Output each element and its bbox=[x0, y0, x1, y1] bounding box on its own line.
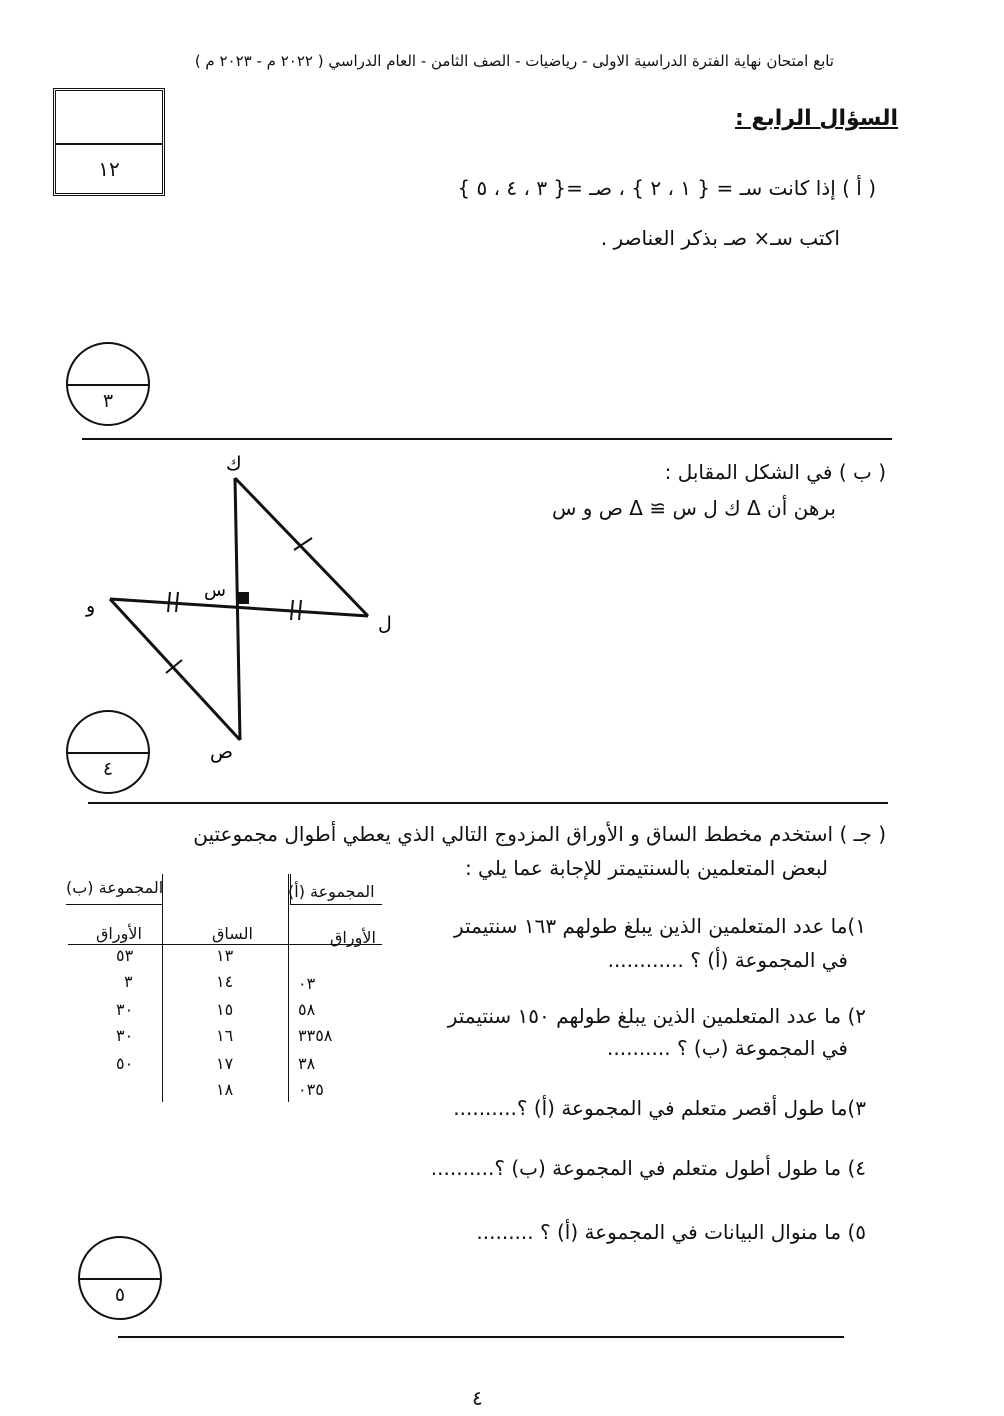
part-c-intro-1: ( جـ ) استخدم مخطط الساق و الأوراق المزدوج التالي الذي يعطي أطوال مجموعتين bbox=[193, 822, 886, 846]
exam-header: تابع امتحان نهاية الفترة الدراسية الاولى - رياضيات - الصف الثامن - العام الدراسي ( ٢٠٢٢ م - ٢٠٢٣ م ) bbox=[194, 52, 834, 70]
group-b-header: المجموعة (ب) bbox=[66, 878, 164, 897]
label-w: و bbox=[86, 595, 96, 617]
leaves-header-a: الأوراق bbox=[330, 928, 376, 947]
question-3[interactable]: ٣)ما طول أقصر متعلم في المجموعة (أ) ؟.......... bbox=[453, 1096, 866, 1120]
label-l: ل bbox=[378, 613, 392, 635]
part-c-intro-2: لبعض المتعلمين بالسنتيمتر للإجابة عما يلي : bbox=[464, 856, 828, 880]
label-s: س bbox=[204, 580, 226, 601]
part-b-prove: برهن أن Δ ك ل س ≅ Δ ص و س bbox=[551, 496, 836, 520]
tick-sl-2 bbox=[299, 600, 301, 620]
tick-ws-1 bbox=[168, 592, 170, 612]
question-5[interactable]: ٥) ما منوال البيانات في المجموعة (أ) ؟ ......... bbox=[476, 1220, 866, 1244]
question-4[interactable]: ٤) ما طول أطول متعلم في المجموعة (ب) ؟.......... bbox=[430, 1156, 866, 1180]
label-sad: ص bbox=[210, 741, 233, 763]
part-a-statement: ( أ ) إذا كانت سـ = { ١ ، ٢ } ، صـ ={ ٣ ، ٤ ، ٥ } bbox=[457, 176, 876, 200]
right-angle-mark bbox=[237, 592, 249, 604]
question-2-line-1: ٢) ما عدد المتعلمين الذين يبلغ طولهم ١٥٠ سنتيمتر bbox=[447, 1004, 866, 1028]
part-a-instruction: اكتب سـ× صـ بذكر العناصر . bbox=[600, 226, 840, 250]
part-c-mark-circle bbox=[78, 1236, 162, 1320]
question-2-line-2[interactable]: في المجموعة (ب) ؟ .......... bbox=[607, 1036, 848, 1060]
part-a-mark: ٣ bbox=[102, 390, 114, 412]
tick-ws-2 bbox=[176, 592, 178, 612]
question-1-line-2[interactable]: في المجموعة (أ) ؟ ............ bbox=[607, 948, 848, 972]
total-score: ١٢ bbox=[98, 157, 120, 181]
leaves-header-b: الأوراق bbox=[96, 924, 142, 943]
stem-leaf-plot: المجموعة (ب) المجموعة (أ) الأوراق الساق الأوراق ٥٣ ١٣ ٣ ١٤ ٠٣ ٣٠ ١٥ ٥٨ ٣٠ ١٦ ٣٣٥٨ ٥٠ ١٧ ٣٨ ١٨ ٠٣٥ bbox=[66, 874, 386, 1104]
part-b-title: ( ب ) في الشكل المقابل : bbox=[664, 460, 886, 484]
total-score-box bbox=[53, 88, 165, 196]
edge-k-l bbox=[235, 478, 368, 616]
label-k: ك bbox=[226, 453, 242, 475]
question-title: السؤال الرابع : bbox=[734, 106, 898, 131]
tick-sl-1 bbox=[291, 600, 293, 620]
page-number: ٤ bbox=[472, 1386, 483, 1410]
part-b-mark: ٤ bbox=[102, 758, 114, 780]
group-a-header: المجموعة (أ) bbox=[288, 882, 375, 901]
divider-3 bbox=[118, 1336, 844, 1338]
stem-header: الساق bbox=[212, 924, 253, 943]
part-c-mark: ٥ bbox=[114, 1284, 126, 1306]
part-b-mark-circle bbox=[66, 710, 150, 794]
question-1-line-1: ١)ما عدد المتعلمين الذين يبلغ طولهم ١٦٣ سنتيمتر bbox=[454, 914, 866, 938]
divider-2 bbox=[88, 802, 888, 804]
part-a-mark-circle bbox=[66, 342, 150, 426]
divider-1 bbox=[82, 438, 892, 440]
